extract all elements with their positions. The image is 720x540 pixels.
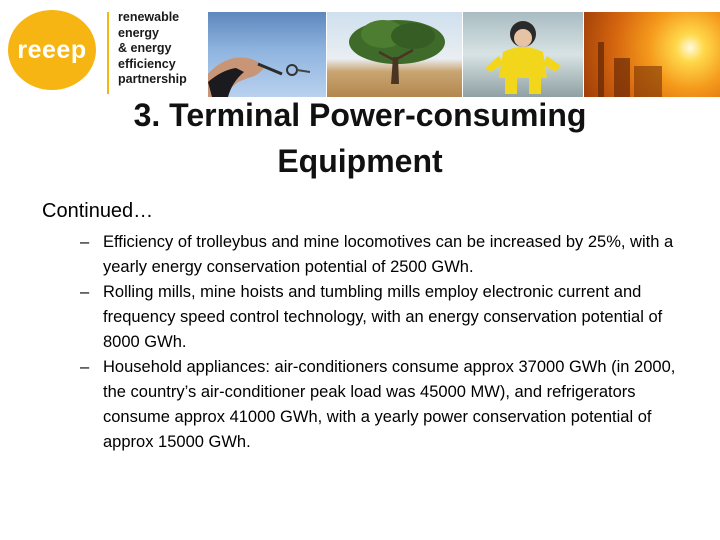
bullet-list bbox=[80, 230, 690, 455]
dash-bullet-icon: – bbox=[80, 283, 90, 301]
bullet-item bbox=[80, 355, 690, 455]
reeep-logo-circle bbox=[8, 10, 96, 90]
banner-photo-hand-key bbox=[208, 12, 326, 97]
continued-subheading: Continued… bbox=[42, 200, 154, 222]
bullet-item bbox=[80, 230, 690, 280]
banner-photo-child-yellow-raincoat bbox=[463, 12, 583, 97]
slide-title bbox=[60, 92, 660, 184]
banner-photo-sunset-industry bbox=[584, 12, 720, 97]
logo-mark-text: reeep bbox=[17, 35, 87, 64]
slide-title-line-2: Equipment bbox=[277, 143, 443, 179]
logo-wordmark bbox=[118, 10, 187, 88]
dash-bullet-icon: – bbox=[80, 358, 90, 376]
slide-title-line-1: 3. Terminal Power-consuming bbox=[133, 97, 587, 133]
dash-bullet-icon: – bbox=[80, 233, 90, 251]
logo-line: & energy bbox=[118, 41, 172, 56]
bullet-text: Rolling mills, mine hoists and tumbling mills employ electronic current and frequency speed control technology, with an energy conservation potential of 8000 GWh. bbox=[103, 283, 663, 351]
logo-line: energy bbox=[118, 25, 159, 40]
logo-line: renewable bbox=[118, 10, 180, 24]
bullet-item bbox=[80, 280, 690, 355]
bullet-text: Household appliances: air-conditioners consume approx 37000 GWh (in 2000, the country’s air-conditioner peak load was 45000 MW), and refrigerators consume approx 41000 GWh, with a yearly power conservation potential of approx 15000 GWh. bbox=[103, 358, 676, 451]
logo-line: partnership bbox=[118, 72, 187, 87]
logo-line: efficiency bbox=[118, 56, 176, 71]
logo-divider bbox=[107, 12, 109, 94]
banner-photo-tree bbox=[327, 12, 462, 97]
bullet-text: Efficiency of trolleybus and mine locomotives can be increased by 25%, with a yearly energy conservation potential of 2500 GWh. bbox=[103, 233, 674, 276]
